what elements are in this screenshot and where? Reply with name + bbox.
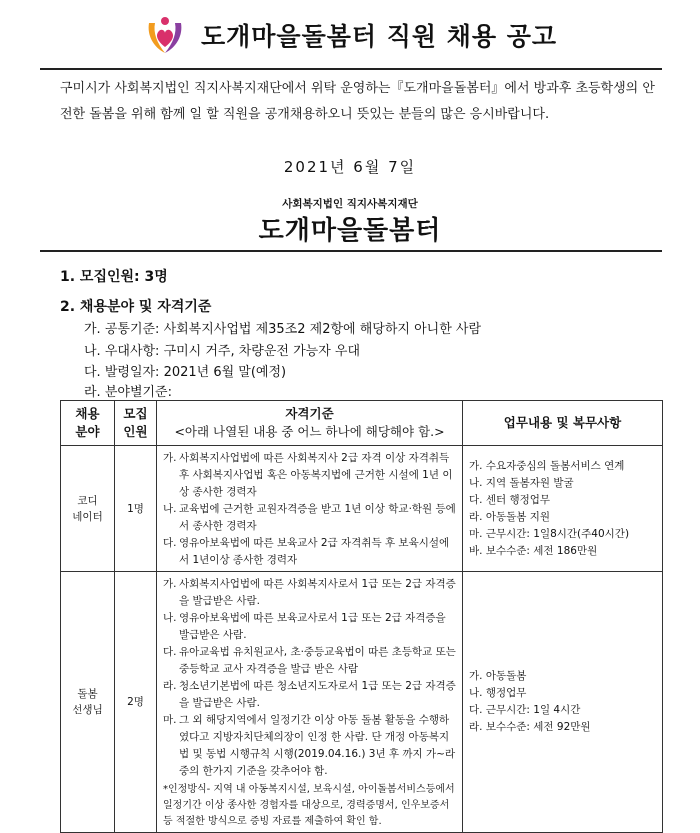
- duty-item: 마. 근무시간: 1일8시간(주40시간): [469, 527, 630, 540]
- field-criteria-label: 라. 분야별기준:: [84, 385, 172, 400]
- criteria-item: 가. 사회복지사업법에 따른 사회복지사로서 1급 또는 2급 자격증을 발급받은 사람.: [163, 578, 456, 607]
- recognition-note: *인정방식- 지역 내 아동복지시설, 보육시설, 아이돌봄서비스등에서 일정기간 이상 종사한 경험자를 대상으로, 경력증명서, 인우보증서 등 적절한 방식으로 증빙 자료를 제출하여 확인 함.: [163, 784, 455, 827]
- field-cell: 돌봄 선생님: [61, 572, 115, 833]
- duty-item: 라. 보수수준: 세전 92만원: [469, 721, 591, 733]
- criteria-item: 가. 사회복지사업법에 따른 사회복지사 2급 자격 이상 자격취득 후 사회복지사업법 혹은 아동복지법에 근거한 시설에 1년 이상 종사한 경력자: [163, 452, 453, 498]
- notice-date: 2021년 6월 7일: [283, 158, 417, 176]
- table-row-care-teacher: [61, 572, 663, 833]
- criteria-table: [60, 400, 663, 833]
- organization-subtitle: 사회복지법인 직지사복지재단: [282, 198, 418, 210]
- criteria-item: 나. 영유아보육법에 따른 보육교사로서 1급 또는 2급 자격증을 발급받은 사람.: [163, 612, 446, 641]
- duty-item: 다. 센터 행정업무: [469, 493, 551, 506]
- table-header-row: [61, 401, 663, 446]
- preferred-qualifications: 나. 우대사항: 구미시 거주, 차량운전 가능자 우대: [84, 344, 361, 359]
- header-criteria-note: <아래 나열된 내용 중 어느 하나에 해당해야 함.>: [174, 424, 445, 439]
- header: [0, 0, 700, 70]
- count-cell: 2명: [115, 572, 157, 833]
- field-cell: 코디 네이터: [61, 446, 115, 572]
- duty-item: 나. 지역 돌봄자원 발굴: [469, 476, 574, 489]
- duty-item: 가. 수요자중심의 돌봄서비스 연계: [469, 459, 625, 472]
- criteria-item: 라. 청소년기본법에 따른 청소년지도자로서 1급 또는 2급 자격증을 발급받은 사람.: [163, 680, 456, 709]
- count-cell: 1명: [115, 446, 157, 572]
- duty-item: 바. 보수수준: 세전 186만원: [469, 544, 598, 557]
- header-criteria-title: 자격기준: [285, 406, 334, 421]
- duty-item: 가. 아동돌봄: [469, 670, 527, 682]
- criteria-cell: [157, 446, 463, 572]
- header-criteria: [157, 401, 463, 446]
- duties-cell: [463, 572, 663, 833]
- criteria-item: 다. 영유아보육법에 따른 보육교사 2급 자격취득 후 보육시설에서 1년이상 종사한 경력자: [163, 537, 450, 566]
- criteria-item: 마. 그 외 해당지역에서 일정기간 이상 아동 돌봄 활동을 수행하였다고 지방자치단체의장이 인정 한 사람. 단 개정 아동복지법 및 동법 시행규칙 시행(2019.04.16.) 3년 후 까지 가~라중의 한가지 기준을 갖추어야 함.: [163, 714, 456, 777]
- organization-name: 도개마을돌봄터: [258, 216, 442, 246]
- header-count: 모집 인원: [115, 401, 157, 446]
- header-duties: 업무내용 및 복무사항: [463, 401, 663, 446]
- common-criteria: 가. 공통기준: 사회복지사업법 제35조2 제2항에 해당하지 아니한 사람: [84, 322, 482, 337]
- section-recruit-count: 1. 모집인원: 3명: [60, 269, 168, 285]
- org-divider: [40, 250, 662, 252]
- duties-cell: [463, 446, 663, 572]
- duty-item: 나. 행정업무: [469, 687, 527, 699]
- table-row-coordinator: [61, 446, 663, 572]
- header-field: 채용 분야: [61, 401, 115, 446]
- duty-item: 라. 아동돌봄 지원: [469, 510, 551, 523]
- criteria-item: 나. 교육법에 근거한 교원자격증을 받고 1년 이상 학교·학원 등에서 종사한 경력자: [163, 503, 456, 532]
- appointment-date: 다. 발령일자: 2021년 6월 말(예정): [84, 365, 287, 380]
- section-fields-criteria: 2. 채용분야 및 자격기준: [60, 299, 212, 315]
- hands-heart-logo-icon: [143, 13, 187, 57]
- duty-item: 다. 근무시간: 1일 4시간: [469, 704, 581, 716]
- page-title: 도개마을돌봄터 직원 채용 공고: [200, 22, 558, 51]
- intro-paragraph: 구미시가 사회복지법인 직지사복지재단에서 위탁 운영하는『도개마을돌봄터』에서 방과후 초등학생의 안전한 돌봄을 위해 함께 일 할 직원을 공개채용하오니 뜻있는 분들의 많은 응시바랍니다.: [60, 81, 655, 122]
- header-divider: [40, 68, 662, 70]
- criteria-item: 다. 유아교육법 유치원교사, 초·중등교육법이 따른 초등학교 또는 중등학교 교사 자격증을 발급 받은 사람: [163, 646, 456, 675]
- criteria-cell: [157, 572, 463, 833]
